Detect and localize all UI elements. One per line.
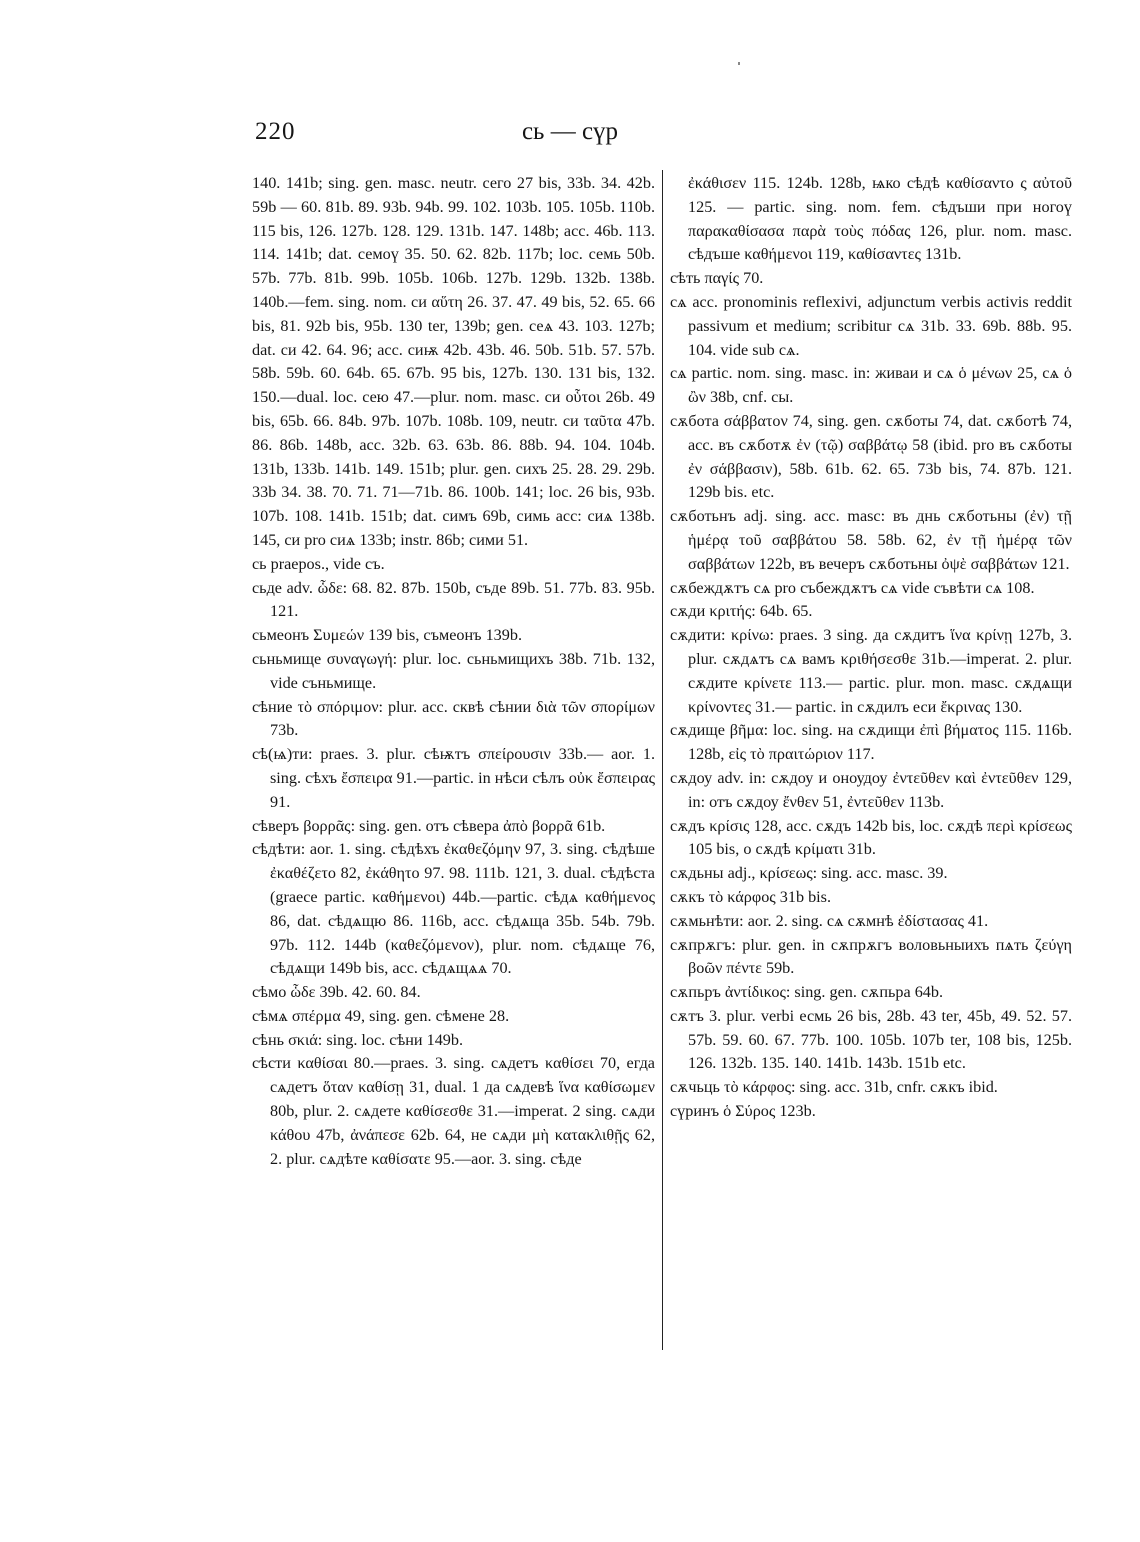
page-number: 220 — [255, 118, 296, 145]
entry: сѫмьнѣти: aor. 2. sing. сѧ сѫмнѣ ἐδίστασας 41. — [670, 911, 989, 930]
entry: сѫтъ 3. plur. verbi есмь 26 bis, 28b. 43 ter, 45b, 49. 52. 57. 57b. 59. 60. 67. 77b. 100. 105b. 107b ter, 108 bis, 125b. 126. 132b. 135. 140. 141b. 143b. 151b etc. — [670, 1006, 1072, 1073]
entry: сѣ(ѩ)ти: praes. 3. plur. сѣѭтъ σπείρουσιν 33b.— aor. 1. sing. сѣхъ ἔσπειρα 91.—partic. in нѣси сѣлъ οὐκ ἔσπειρας 91. — [252, 745, 655, 811]
left-column — [252, 172, 655, 1171]
entry: сѫчьць τὸ κάρφος: sing. acc. 31b, cnfr. сѫкъ ibid. — [670, 1078, 998, 1097]
entry: сѣмѧ σπέρμα 49, sing. gen. сѣмене 28. — [252, 1006, 510, 1025]
entry: сѣдѣти: aor. 1. sing. сѣдѣхъ ἐκαθεζόμην 97, 3. sing. сѣдѣше ἐκαθέζετο 82, ἐκάθητο 97. 98. 111b. 121, 3. dual. сѣдѣста (graece partic. καθήμενοι) 44b.—partic. сѣдѧ καθήμενος 86, dat. сѣдѧщю 86. 116b, acc. сѣдѧща 35b. 54b. 79b. 97b. 112. 144b (καθεζόμενον), plur. nom. сѣдѧще 76, сѣдѧщи 149b bis, acc. сѣдѧщѧѧ 70. — [252, 840, 655, 978]
entry: сѣсти καθίσαι 80.—praes. 3. sing. сѧдетъ καθίσει 70, егда сѧдетъ ὅταν καθίσῃ 31, dual. 1 да сѧдевѣ ἵνα καθίσωμεν 80b, plur. 2. сѧдете καθίσεσθε 31.—imperat. 2 sing. сѧди κάθου 47b, ἀνάπεσε 62b. 64, не сѧди μὴ κατακλιθῇς 62, 2. plur. сѧдѣте καθίσατε 95.—aor. 3. sing. сѣде — [252, 1054, 655, 1168]
entry: сѫди κριτής: 64b. 65. — [670, 602, 813, 621]
entry-continuation: 140. 141b; sing. gen. masc. neutr. сего 27 bis, 33b. 34. 42b. 59b — 60. 81b. 89. 93b. 94b. 99. 102. 103b. 105. 105b. 110b. 115 bis, 126. 127b. 128. 129. 131b. 147. 148b; acc. 46b. 113. 114. 141b; dat. семоү 35. 50. 62. 82b. 117b; loc. семь 50b. 57b. 77b. 81b. 99b. 105b. 106b. 127b. 129b. 132b. 138b. 140b.—fem. sing. nom. си αὕτη 26. 37. 47. 49 bis, 52. 65. 66 bis, 81. 92b bis, 95b. 130 ter, 139b; gen. сеѧ 43. 103. 127b; dat. си 42. 64. 96; acc. сиѭ 42b. 43b. 46. 50b. 51b. 57. 57b. 58b. 59b. 60. 64b. 65. 67b. 95 bis, 127b. 130. 131 bis, 132. 150.—dual. loc. сею 47.—plur. nom. masc. си οὗτοι 26b. 49 bis, 65b. 66. 84b. 97b. 107b. 108b. 109, neutr. си ταῦτα 47b. 86. 86b. 148b, acc. 32b. 63. 63b. 86. 88b. 94. 104. 104b. 131b, 133b. 141b. 149. 151b; plur. gen. сихъ 25. 28. 29. 29b. 33b 34. 38. 70. 71. 71—71b. 86. 100b. 141; loc. 26 bis, 93b. 107b. 108. 141b. 151b; dat. симъ 69b, симь acc: сиѧ 138b. 145, си pro сиѧ 133b; instr. 86b; сими 51. — [252, 174, 655, 549]
entry: сѫкъ τὸ κάρφος 31b bis. — [670, 887, 832, 906]
entry: сѫботьнъ adj. sing. acc. masc: въ днь сѫботьны (ἐν) τῇ ἡμέρᾳ τοῦ σαββάτου 58. 58b. 62, ἐν τῇ ἡμέρᾳ τῶν σαββάτων 122b, въ вечеръ сѫботьны ὀψὲ σαββάτων 121. — [670, 507, 1072, 573]
entry: сѣверъ βορρᾶς: sing. gen. отъ сѣвера ἀπὸ βορρᾶ 61b. — [252, 816, 606, 835]
column-divider — [662, 170, 663, 1350]
entry: сѫпьръ ἀντίδικος: sing. gen. сѫпьра 64b. — [670, 983, 944, 1002]
entry: сѫдьны adj., κρίσεως: sing. acc. masc. 39. — [670, 864, 948, 883]
entry: сѧ partic. nom. sing. masc. in: живаи и сѧ ὁ μένων 25, сѧ ὁ ὢν 38b, cnf. сы. — [670, 364, 1072, 407]
entry: сѫдоу adv. in: сѫдоу и оноудоу ἐντεῦθεν καὶ ἐντεῦθεν 129, in: отъ сѫдоу ἔνθεν 51, ἐντεῦθεν 113b. — [670, 768, 1072, 811]
entry: сѣние τὸ σπόριμον: plur. acc. сквѣ сѣнии διὰ τῶν σπορίμων 73b. — [252, 697, 655, 740]
entry: сѣмо ὧδε 39b. 42. 60. 84. — [252, 983, 421, 1002]
entry: сѫбеждѫтъ сѧ pro събеждѫтъ сѧ vide съвѣти сѧ 108. — [670, 578, 1035, 597]
entry: сѫбота σάββατον 74, sing. gen. сѫботы 74, dat. сѫботѣ 74, acc. въ сѫботѫ ἐν (τῷ) σαββάτῳ 58 (ibid. pro въ сѫботы ἐν σάββασιν), 58b. 61b. 62. 65. 73b bis, 74. 87b. 121. 129b bis. etc. — [670, 411, 1072, 502]
entry: сьньмище συναγωγή: plur. loc. сьньмищихъ 38b. 71b. 132, vide съньмище. — [252, 649, 655, 692]
entry: сѣть παγίς 70. — [670, 269, 764, 288]
entry: сѧ acc. pronominis reflexivi, adjunctum verbis activis reddit passivum et medium; scribitur сѧ 31b. 33. 69b. 88b. 95. 104. vide sub сѧ. — [670, 292, 1072, 359]
entry: сѣнь σκιά: sing. loc. сѣни 149b. — [252, 1030, 464, 1049]
running-head: сь — сүр — [521, 118, 619, 145]
scan-speck — [738, 62, 740, 65]
entry: сь praepos., vide съ. — [252, 554, 385, 573]
right-column — [670, 172, 1072, 1124]
entry: сѫдити: κρίνω: praes. 3 sing. да сѫдитъ ἵνα κρίνῃ 127b, 3. plur. сѫдѧтъ сѧ вамъ κριθήσεσθε 31b.—imperat. 2. plur. сѫдите κρίνετε 113.— partic. plur. mon. masc. сѫдѧщи κρίνοντες 31.— partic. in сѫдилъ еси ἔκρινας 130. — [670, 626, 1072, 716]
entry-continuation: ἐκάθισεν 115. 124b. 128b, ѩко сѣдѣ καθίσαντο ς αὐτοῦ 125. — partic. sing. nom. fem. сѣдъши при ногоү παρακαθίσασα παρὰ τοὺς πόδας 126, plur. nom. masc. сѣдъше καθήμενοι 119, καθίσαντες 131b. — [688, 174, 1072, 264]
entry: сѫпрѫгъ: plur. gen. in сѫпрѫгъ воловьныихъ пѧть ζεύγη βοῶν πέντε 59b. — [670, 935, 1072, 978]
entry: сьмеонъ Συμεών 139 bis, съмеонъ 139b. — [252, 626, 522, 645]
entry: сүринъ ὁ Σύρος 123b. — [670, 1102, 816, 1121]
entry: сѫдище βῆμα: loc. sing. на сѫдищи ἐπὶ βήματος 115. 116b. 128b, εἰς τὸ πραιτώριον 117. — [670, 721, 1072, 764]
entry: сьде adv. ὧδε: 68. 82. 87b. 150b, съде 89b. 51. 77b. 83. 95b. 121. — [252, 578, 655, 621]
entry: сѫдъ κρίσις 128, acc. сѫдъ 142b bis, loc. сѫдѣ περὶ κρίσεως 105 bis, о сѫдѣ κρίματι 31b. — [670, 816, 1072, 859]
